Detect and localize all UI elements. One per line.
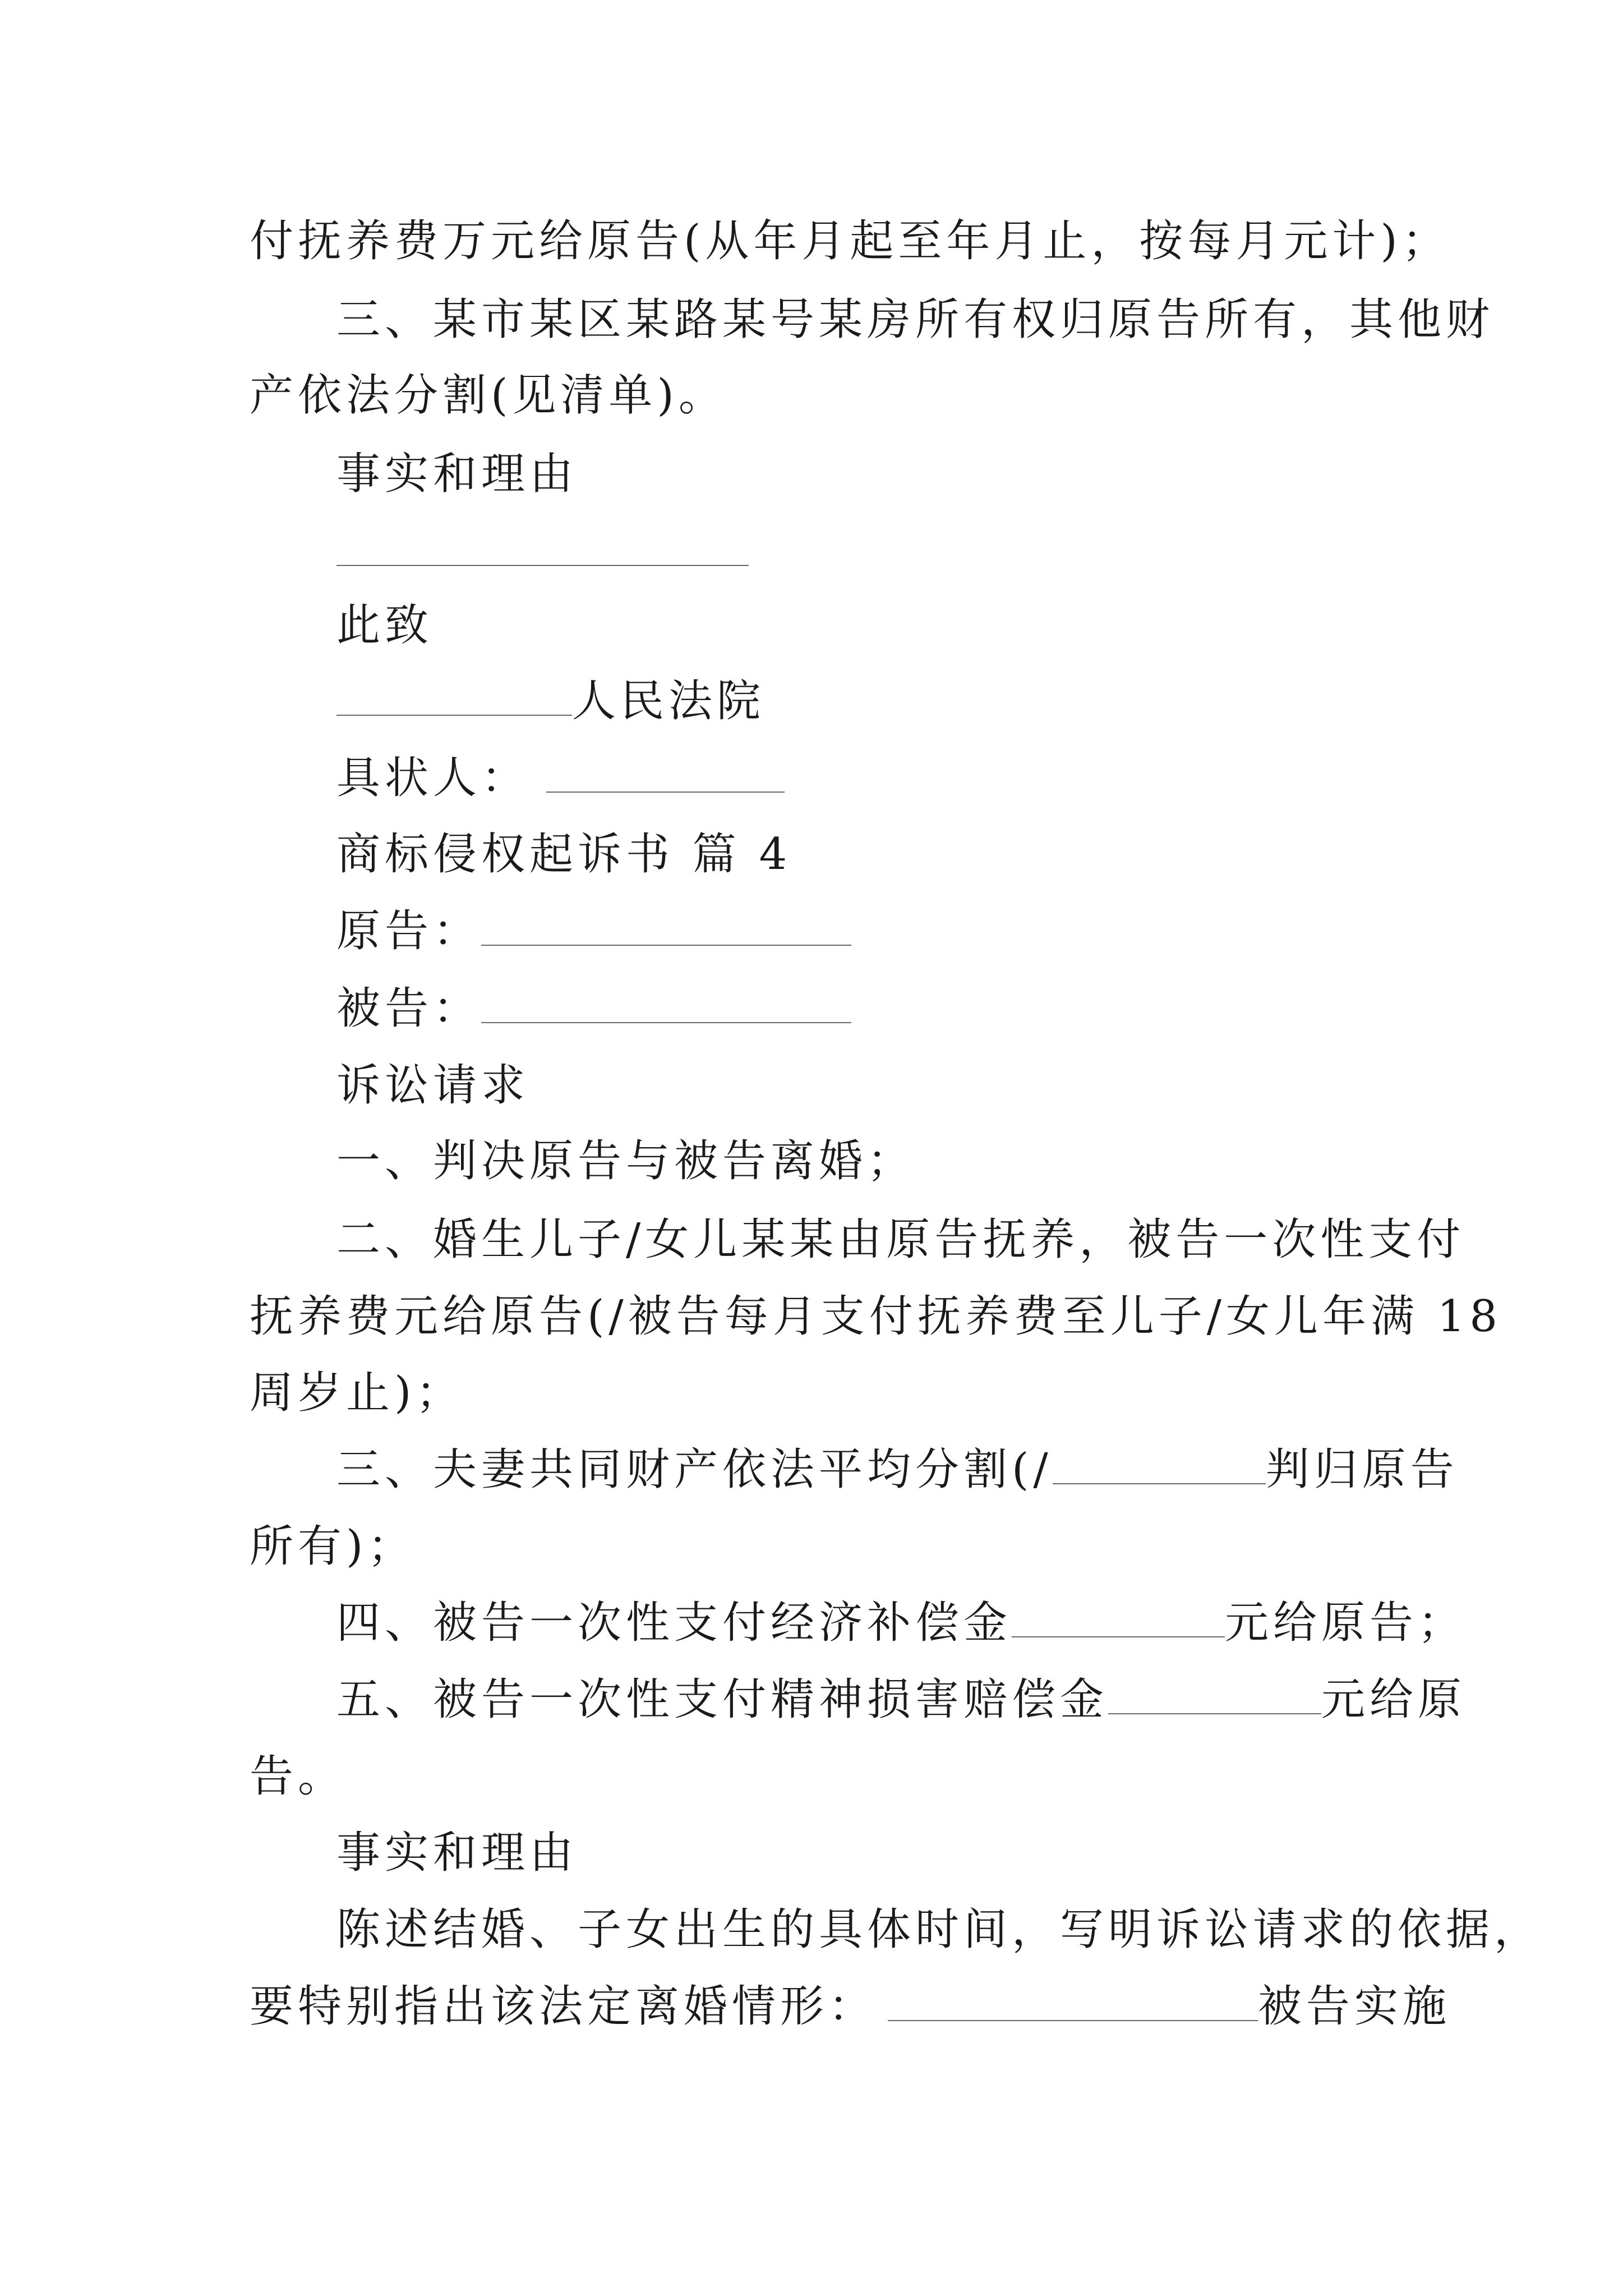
plaintiff-label: 原告： [336, 906, 482, 956]
plaintiff-blank [481, 912, 851, 946]
claim-3-blank [1053, 1451, 1266, 1484]
paragraph-text: 三、某市某区某路某号某房所有权归原告所有，其他财 [336, 295, 1495, 345]
claim-2: 二、婚生儿子/女儿某某由原告抚养，被告一次性支付 [336, 1214, 1465, 1265]
facts-heading: 事实和理由 [336, 449, 578, 499]
facts-blank [888, 1987, 1258, 2021]
paragraph-text: 产依法分割(见清单)。 [250, 370, 727, 421]
claim-5-blank [1108, 1681, 1321, 1714]
court-suffix: 人民法院 [572, 676, 766, 726]
section-title: 商标侵权起诉书 篇 4 [336, 829, 792, 880]
signer-label: 具状人： [336, 753, 530, 803]
claim-4-blank [1012, 1604, 1225, 1637]
claim-3-prefix: 三、夫妻共同财产依法平均分割(/ [336, 1444, 1053, 1495]
claim-4-suffix: 元给原告； [1225, 1598, 1467, 1648]
salutation: 此致 [336, 600, 434, 651]
paragraph-text: 付抚养费万元给原告(从年月起至年月止，按每月元计)； [250, 216, 1450, 266]
claims-heading: 诉讼请求 [336, 1060, 530, 1111]
claim-2-cont: 抚养费元给原告(/被告每月支付抚养费至儿子/女儿年满 18 [250, 1291, 1502, 1342]
defendant-blank [481, 990, 851, 1023]
claim-3-cont: 所有)； [250, 1521, 416, 1572]
court-name-blank [336, 682, 572, 716]
facts-text-suffix: 被告实施 [1258, 1981, 1451, 2032]
claim-3-suffix: 判归原告 [1265, 1444, 1459, 1495]
claim-5-prefix: 五、被告一次性支付精神损害赔偿金 [336, 1674, 1109, 1725]
facts-blank-line [336, 565, 749, 566]
claim-4-prefix: 四、被告一次性支付经济补偿金 [336, 1598, 1012, 1648]
defendant-label: 被告： [336, 983, 482, 1034]
facts-text: 陈述结婚、子女出生的具体时间，写明诉讼请求的依据， [336, 1904, 1543, 1955]
facts-text-prefix: 要特别指出该法定离婚情形： [250, 1981, 877, 2032]
claim-1: 一、判决原告与被告离婚； [336, 1136, 916, 1186]
facts-heading: 事实和理由 [336, 1828, 578, 1878]
claim-5-cont: 告。 [250, 1751, 347, 1802]
signer-blank [546, 759, 785, 793]
claim-2-cont: 周岁止)； [250, 1368, 464, 1418]
claim-5-suffix: 元给原 [1321, 1674, 1467, 1725]
